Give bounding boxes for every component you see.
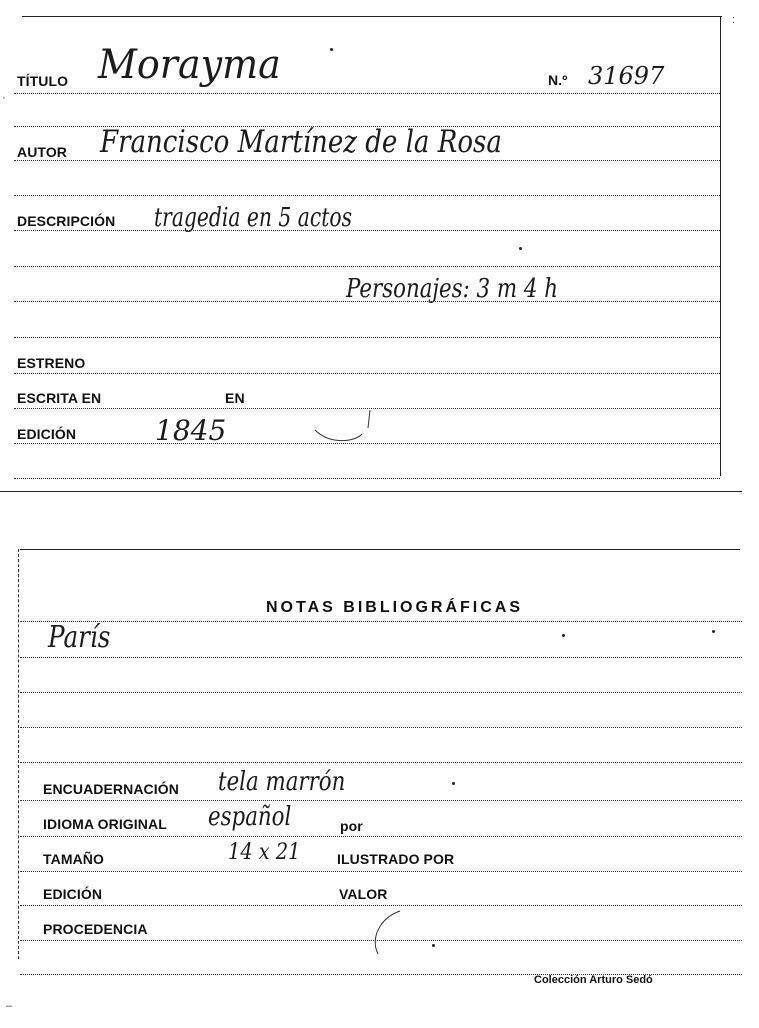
rule bbox=[14, 266, 720, 267]
rule bbox=[14, 230, 720, 231]
catalog-card-front bbox=[0, 0, 759, 500]
edicion-label: EDICIÓN bbox=[17, 426, 77, 442]
notas-value: París bbox=[48, 620, 111, 655]
encuadernacion-value: tela marrón bbox=[218, 767, 346, 797]
edge-mark: · bbox=[2, 92, 6, 104]
ilustrado-label: ILUSTRADO POR bbox=[337, 851, 455, 867]
rule bbox=[20, 727, 742, 728]
procedencia-label: PROCEDENCIA bbox=[43, 921, 148, 937]
descripcion-label: DESCRIPCIÓN bbox=[17, 213, 116, 229]
descripcion-value: tragedia en 5 actos bbox=[154, 203, 352, 233]
tamano-label: TAMAÑO bbox=[43, 851, 104, 867]
personajes-value: Personajes: 3 m 4 h bbox=[346, 274, 558, 304]
speck bbox=[562, 634, 565, 637]
rule bbox=[14, 478, 720, 479]
rule bbox=[14, 195, 720, 196]
idioma-value: español bbox=[208, 802, 292, 832]
edge-mark: – bbox=[6, 1000, 13, 1012]
tamano-value: 14 x 21 bbox=[228, 840, 301, 865]
rule bbox=[20, 762, 742, 763]
rule bbox=[14, 93, 720, 94]
catalog-card-back bbox=[0, 540, 759, 1028]
notas-title: NOTAS BIBLIOGRÁFICAS bbox=[266, 599, 524, 616]
speck bbox=[452, 782, 455, 785]
rule bbox=[20, 692, 742, 693]
card-top-edge bbox=[20, 549, 740, 550]
numero-label: N.º bbox=[548, 72, 568, 88]
edge-mark: : bbox=[732, 14, 736, 26]
edicion-label: EDICIÓN bbox=[43, 886, 103, 902]
en-label: EN bbox=[225, 390, 245, 406]
rule bbox=[20, 800, 742, 801]
speck bbox=[432, 944, 435, 947]
card-right-edge bbox=[720, 16, 721, 476]
titulo-value: Morayma bbox=[98, 42, 281, 88]
titulo-label: TÍTULO bbox=[17, 73, 69, 89]
idioma-label: IDIOMA ORIGINAL bbox=[43, 816, 167, 832]
rule bbox=[20, 621, 742, 622]
rule bbox=[20, 657, 742, 658]
card-left-edge bbox=[18, 549, 19, 959]
rule bbox=[14, 337, 720, 338]
rule bbox=[14, 373, 720, 374]
rule bbox=[14, 160, 720, 161]
rule bbox=[20, 836, 742, 837]
rule bbox=[20, 905, 742, 906]
card-top-edge bbox=[22, 16, 722, 17]
speck bbox=[519, 247, 522, 250]
rule bbox=[20, 871, 742, 872]
edicion-value: 1845 bbox=[155, 414, 227, 447]
valor-label: VALOR bbox=[339, 886, 388, 902]
numero-value: 31697 bbox=[588, 62, 665, 90]
escrita-en-label: ESCRITA EN bbox=[17, 390, 102, 406]
autor-value: Francisco Martínez de la Rosa bbox=[100, 124, 502, 160]
collection-footer: Colección Arturo Sedó bbox=[534, 974, 653, 986]
encuadernacion-label: ENCUADERNACIÓN bbox=[43, 781, 179, 797]
speck bbox=[712, 630, 715, 633]
estreno-label: ESTRENO bbox=[17, 355, 86, 371]
card-bottom-edge bbox=[0, 491, 742, 492]
speck bbox=[330, 48, 333, 51]
por-label: por bbox=[340, 818, 363, 834]
stain-mark bbox=[300, 400, 390, 450]
autor-label: AUTOR bbox=[17, 144, 68, 160]
stain-mark bbox=[362, 908, 422, 958]
